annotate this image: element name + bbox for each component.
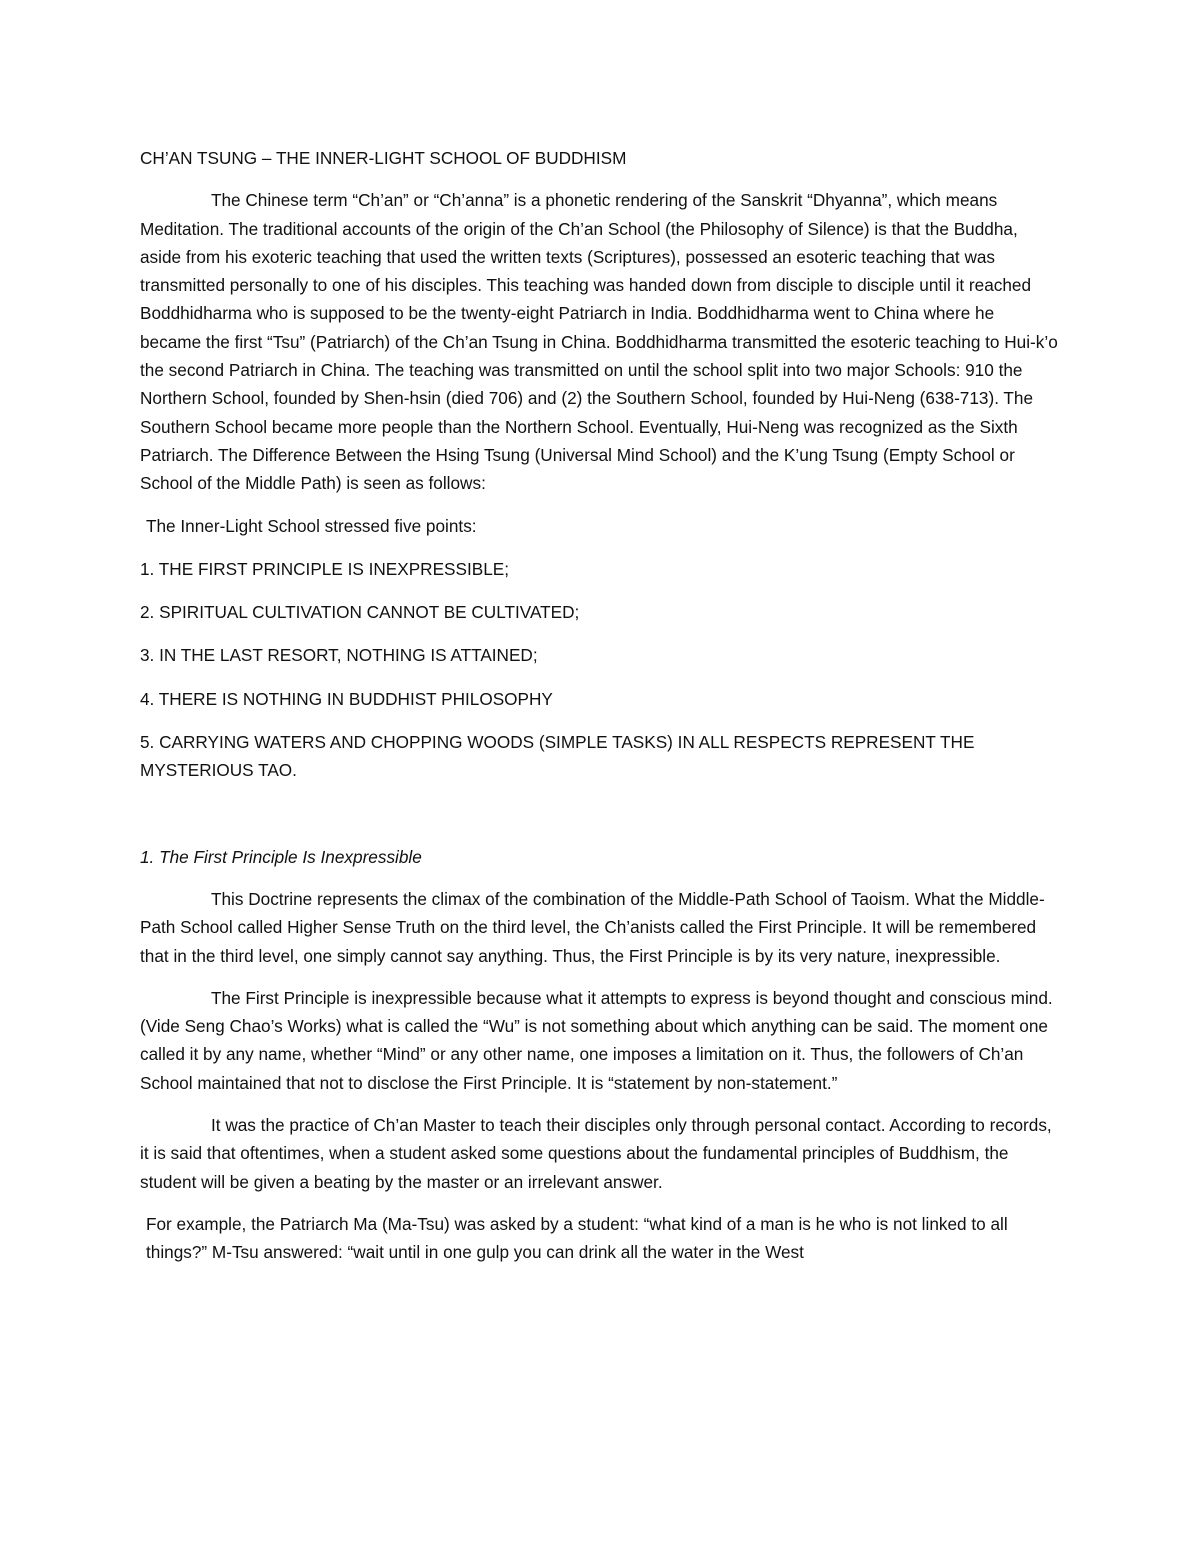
document-title: CH’AN TSUNG – THE INNER-LIGHT SCHOOL OF BUDDHISM [140, 148, 627, 168]
document-body [140, 144, 1060, 1267]
section-heading: 1. The First Principle Is Inexpressible [140, 846, 422, 867]
section-paragraph: It was the practice of Ch’an Master to teach their disciples only through personal contact. According to records, it is said that oftentimes, when a student asked some questions about the fundamental principles of Buddhism, the student will be given a beating by the master or an irrelevant answer. [140, 1115, 1052, 1192]
point-item: 5. CARRYING WATERS AND CHOPPING WOODS (SIMPLE TASKS) IN ALL RESPECTS REPRESENT THE MYSTERIOUS TAO. [140, 732, 975, 781]
intro-paragraph: The Chinese term “Ch’an” or “Ch’anna” is a phonetic rendering of the Sanskrit “Dhyanna”, which means Meditation. The traditional accounts of the origin of the Ch’an School (the Philosophy of Silence) is that the Buddha, aside from his exoteric teaching that used the written texts (Scriptures), possessed an esoteric teaching that was transmitted personally to one of his disciples. This teaching was handed down from disciple to disciple until it reached Boddhidharma who is supposed to be the twenty-eight Patriarch in India. Boddhidharma went to China where he became the first “Tsu” (Patriarch) of the Ch’an Tsung in China. Boddhidharma transmitted the esoteric teaching to Hui-k’o the second Patriarch in China. The teaching was transmitted on until the school split into two major Schools: 910 the Northern School, founded by Shen-hsin (died 706) and (2) the Southern School, founded by Hui-Neng (638-713). The Southern School became more people than the Northern School. Eventually, Hui-Neng was recognized as the Sixth Patriarch. The Difference Between the Hsing Tsung (Universal Mind School) and the K’ung Tsung (Empty School or School of the Middle Path) is seen as follows: [140, 190, 1058, 494]
final-paragraph: For example, the Patriarch Ma (Ma-Tsu) was asked by a student: “what kind of a man is he who is not linked to all things?” M-Tsu answered: “wait until in one gulp you can drink all the water in the West [146, 1213, 1008, 1263]
point-item: 4. THERE IS NOTHING IN BUDDHIST PHILOSOPHY [140, 688, 553, 709]
points-intro: The Inner-Light School stressed five points: [146, 515, 477, 536]
point-item: 1. THE FIRST PRINCIPLE IS INEXPRESSIBLE; [140, 558, 510, 579]
section-paragraph: This Doctrine represents the climax of the combination of the Middle-Path School of Taoism. What the Middle-Path School called Higher Sense Truth on the third level, the Ch’anists called the First Principle. It will be remembered that in the third level, one simply cannot say anything. Thus, the First Principle is by its very nature, inexpressible. [140, 888, 1045, 966]
point-item: 3. IN THE LAST RESORT, NOTHING IS ATTAINED; [140, 645, 538, 666]
section-paragraph: The First Principle is inexpressible because what it attempts to express is beyond thought and conscious mind. (Vide Seng Chao’s Works) what is called the “Wu” is not something about which anything can be said. The moment one called it by any name, whether “Mind” or any other name, one imposes a limitation on it. Thus, the followers of Ch’an School maintained that not to disclose the First Principle. It is “statement by non-statement.” [140, 987, 1053, 1093]
point-item: 2. SPIRITUAL CULTIVATION CANNOT BE CULTIVATED; [140, 602, 580, 623]
